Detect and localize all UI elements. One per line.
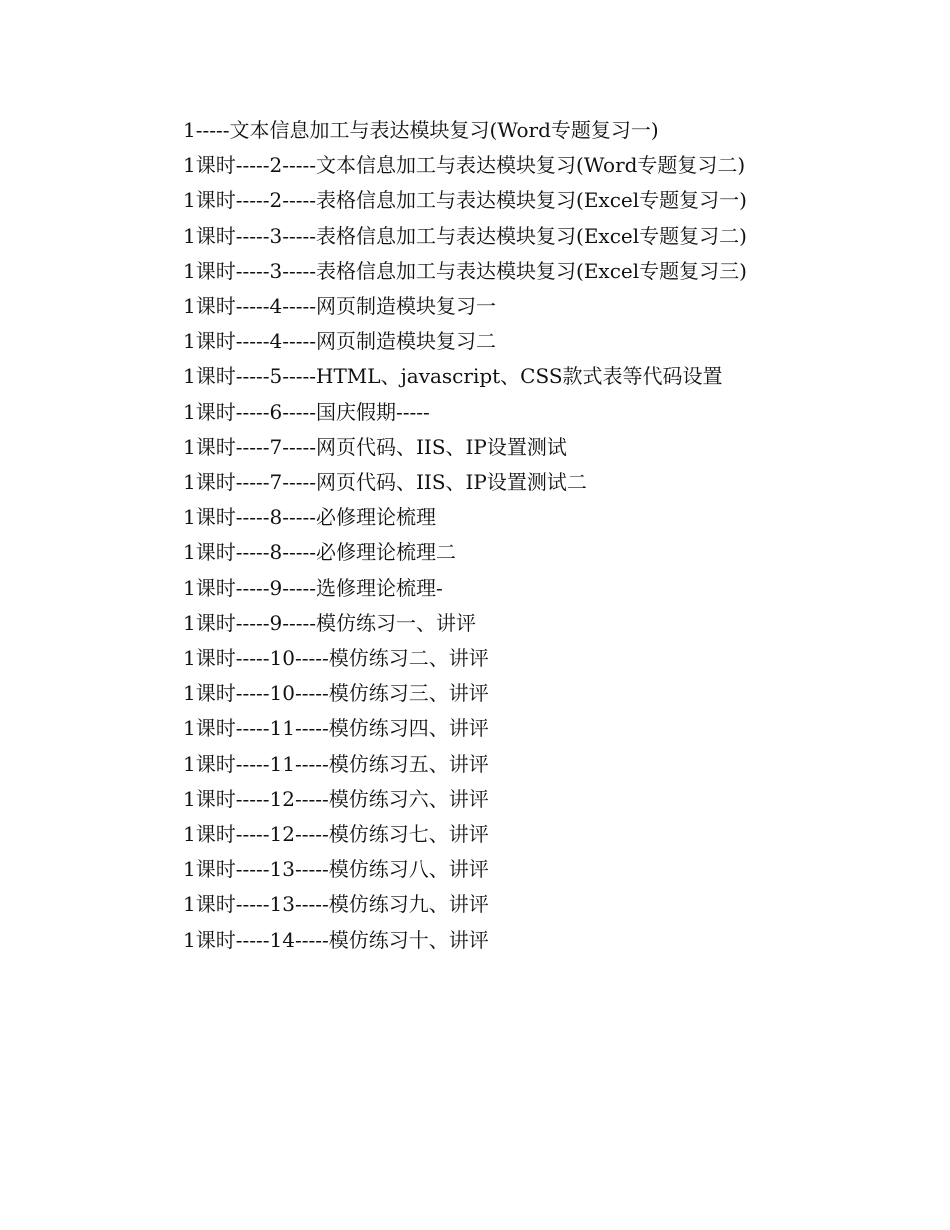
schedule-line-14: 1课时-----9-----选修理论梳理- [183, 575, 443, 600]
schedule-line-13: 1课时-----8-----必修理论梳理二 [183, 540, 457, 565]
schedule-line-10: 1课时-----7-----网页代码、IIS、IP设置测试 [183, 434, 567, 459]
schedule-line-18: 1课时-----11-----模仿练习四、讲评 [183, 716, 489, 741]
schedule-line-1: 1-----文本信息加工与表达模块复习(Word专题复习一) [183, 118, 659, 142]
schedule-line-22: 1课时-----13-----模仿练习八、讲评 [183, 857, 489, 882]
schedule-line-3: 1课时-----2-----表格信息加工与表达模块复习(Excel专题复习一) [183, 188, 747, 213]
schedule-line-19: 1课时-----11-----模仿练习五、讲评 [183, 751, 489, 776]
schedule-line-4: 1课时-----3-----表格信息加工与表达模块复习(Excel专题复习二) [183, 223, 747, 248]
schedule-line-11: 1课时-----7-----网页代码、IIS、IP设置测试二 [183, 470, 587, 495]
schedule-line-6: 1课时-----4-----网页制造模块复习一 [183, 294, 497, 319]
schedule-line-2: 1课时-----2-----文本信息加工与表达模块复习(Word专题复习二) [183, 153, 746, 178]
schedule-line-21: 1课时-----12-----模仿练习七、讲评 [183, 822, 489, 847]
schedule-line-17: 1课时-----10-----模仿练习三、讲评 [183, 681, 489, 706]
schedule-line-12: 1课时-----8-----必修理论梳理 [183, 505, 437, 530]
document-body [142, 113, 812, 958]
schedule-line-20: 1课时-----12-----模仿练习六、讲评 [183, 786, 489, 811]
schedule-line-15: 1课时-----9-----模仿练习一、讲评 [183, 610, 477, 635]
schedule-line-9: 1课时-----6-----国庆假期----- [183, 399, 430, 424]
schedule-line-7: 1课时-----4-----网页制造模块复习二 [183, 329, 497, 354]
schedule-line-16: 1课时-----10-----模仿练习二、讲评 [183, 646, 489, 671]
schedule-line-8: 1课时-----5-----HTML、javascript、CSS款式表等代码设置 [183, 364, 723, 389]
schedule-line-5: 1课时-----3-----表格信息加工与表达模块复习(Excel专题复习三) [183, 258, 747, 283]
schedule-line-23: 1课时-----13-----模仿练习九、讲评 [183, 892, 489, 917]
schedule-line-24: 1课时-----14-----模仿练习十、讲评 [183, 927, 489, 952]
